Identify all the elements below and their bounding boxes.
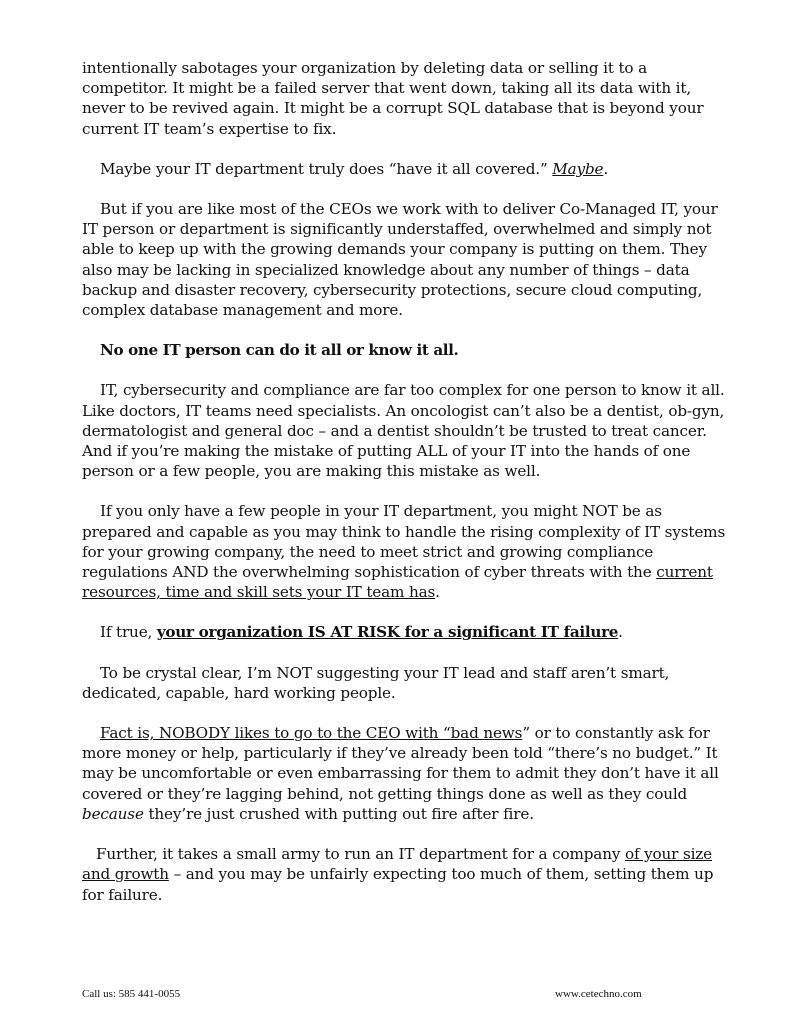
paragraph-5-end: . bbox=[435, 583, 440, 602]
paragraph-8-emphasis: because bbox=[82, 804, 144, 823]
footer-website: www.cetechno.com bbox=[555, 988, 642, 1000]
paragraph-2 bbox=[82, 159, 732, 179]
paragraph-2-emphasis: Maybe bbox=[552, 159, 604, 178]
paragraph-8-end: they’re just crushed with putting out fire after fire. bbox=[143, 804, 534, 823]
paragraph-7: To be crystal clear, I’m NOT suggesting your IT lead and staff aren’t smart, dedicated, capable, hard working people. bbox=[82, 663, 670, 702]
paragraph-6-end: . bbox=[618, 623, 623, 642]
paragraph-6 bbox=[82, 622, 732, 642]
paragraph-4: IT, cybersecurity and compliance are far too complex for one person to know it all. Like doctors, IT teams need specialists. An oncologist can’t also be a dentist, ob-gyn, dermatologist and general doc – and a dentist shouldn’t be trusted to treat cancer. And if you’re making the mistake of putting ALL of your IT into the hands of one person or a few people, you are making this mistake as well. bbox=[82, 381, 725, 481]
paragraph-5-underline: current resources, time and skill sets your IT team has bbox=[82, 563, 713, 602]
paragraph-1: intentionally sabotages your organization by deleting data or selling it to a competitor. It might be a failed server that went down, taking all its data with it, never to be revived again. It might be a corrupt SQL database that is beyond your current IT team’s expertise to fix. bbox=[82, 59, 704, 138]
paragraph-9 bbox=[82, 844, 732, 905]
section-heading: No one IT person can do it all or know it all. bbox=[100, 341, 459, 360]
paragraph-8-underline: Fact is, NOBODY likes to go to the CEO with “bad news bbox=[100, 724, 523, 743]
paragraph-9-end: – and you may be unfairly expecting too much of them, setting them up for failure. bbox=[82, 865, 714, 904]
paragraph-6-text: If true, bbox=[100, 623, 157, 642]
paragraph-8-text: ” or to constantly ask for more money or help, particularly if they’ve already been told “there’s no budget.” It may be uncomfortable or even embarrassing for them to admit they don’t have it all covered or they’re lagging behind, not getting things done as well as they could bbox=[82, 724, 719, 803]
paragraph-5 bbox=[82, 501, 732, 602]
footer-phone: Call us: 585 441-0055 bbox=[82, 988, 181, 1000]
paragraph-8 bbox=[82, 723, 732, 824]
document-body bbox=[82, 58, 732, 925]
paragraph-9-underline: of your size and growth bbox=[82, 845, 712, 884]
paragraph-3: But if you are like most of the CEOs we work with to deliver Co-Managed IT, your IT person or department is significantly understaffed, overwhelmed and simply not able to keep up with the growing demands your company is putting on them. They also may be lacking in specialized knowledge about any number of things – data backup and disaster recovery, cybersecurity protections, secure cloud computing, complex database management and more. bbox=[82, 200, 718, 320]
paragraph-2-text: Maybe your IT department truly does “have it all covered.” bbox=[100, 159, 553, 178]
paragraph-2-end: . bbox=[603, 159, 609, 178]
paragraph-5-text: If you only have a few people in your IT department, you might NOT be as prepared and capable as you may think to handle the rising complexity of IT systems for your growing company, the need to meet strict and growing compliance regulations AND the overwhelming sophistication of cyber threats with the bbox=[82, 502, 726, 582]
paragraph-6-bold-underline: your organization IS AT RISK for a significant IT failure bbox=[156, 623, 619, 642]
paragraph-9-text: Further, it takes a small army to run an IT department for a company bbox=[96, 845, 625, 864]
